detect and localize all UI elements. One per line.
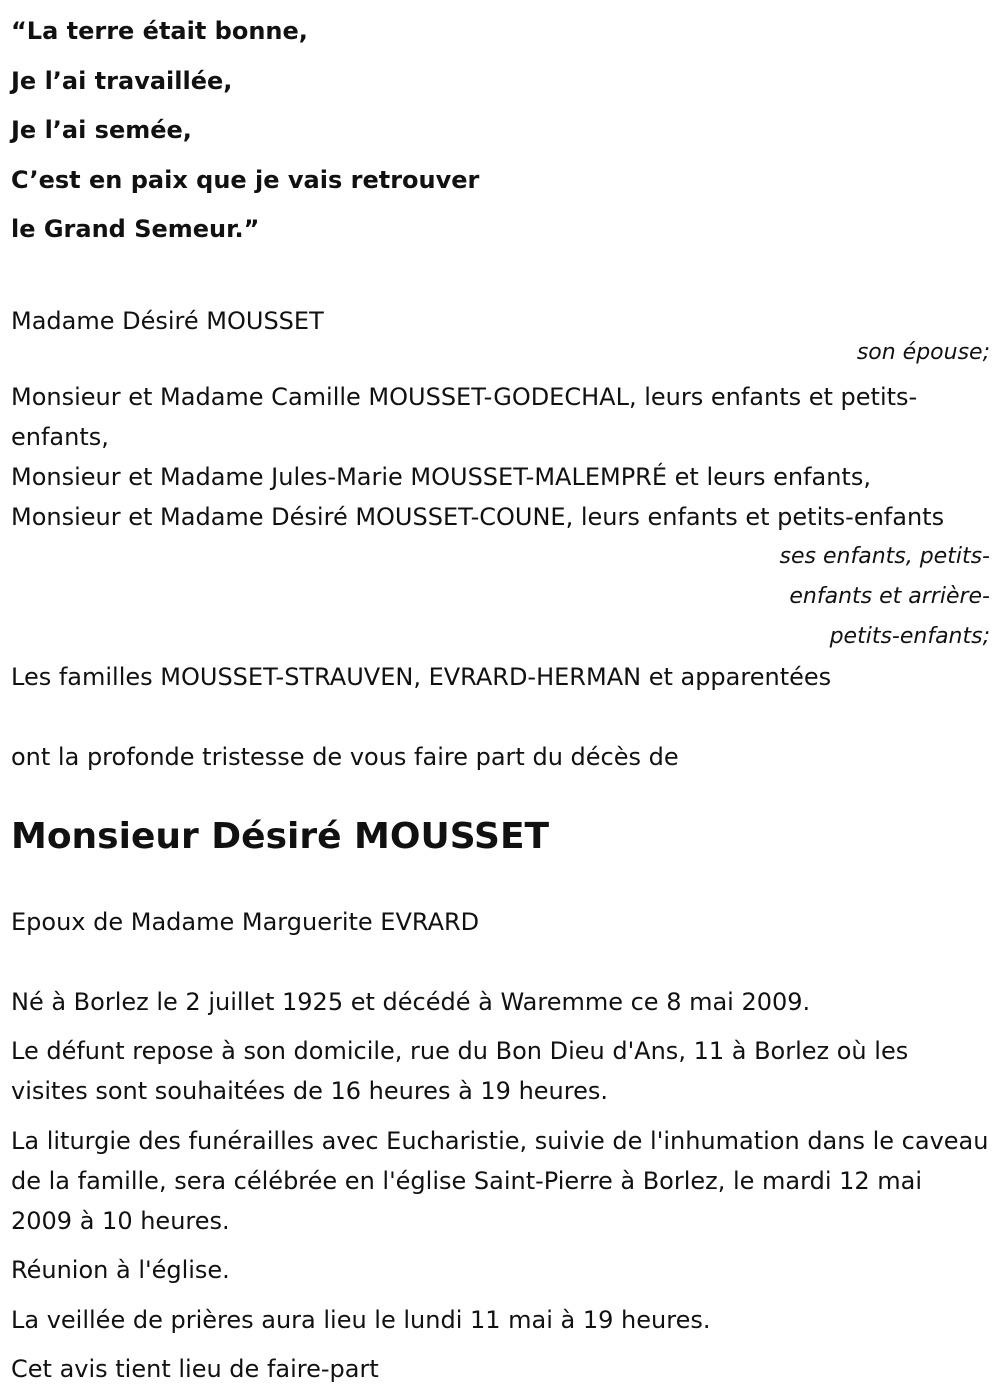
deceased-spouse-of: Epoux de Madame Marguerite EVRARD xyxy=(11,907,480,936)
child-family-3: Monsieur et Madame Désiré MOUSSET-COUNE, leurs enfants et petits-enfants xyxy=(11,502,945,531)
children-role: ses enfants, petits-enfants et arrière-petits-enfants; xyxy=(779,543,990,649)
poem-line: Je l’ai semée, xyxy=(11,116,192,144)
spouse-name: Madame Désiré MOUSSET xyxy=(11,306,324,335)
poem-line: le Grand Semeur.” xyxy=(11,215,260,243)
related-families: Les familles MOUSSET-STRAUVEN, EVRARD-HERMAN et apparentées xyxy=(11,662,832,691)
poem-line: C’est en paix que je vais retrouver xyxy=(11,165,480,194)
visitation-info: Le défunt repose à son domicile, rue du Bon Dieu d'Ans, 11 à Borlez où les visites sont souhaitées de 16 heures à 19 heures. xyxy=(11,1037,909,1105)
spouse-role: son épouse; xyxy=(856,339,990,365)
announcement-text: ont la profonde tristesse de vous faire part du décès de xyxy=(11,742,679,771)
deceased-name: Monsieur Désiré MOUSSET xyxy=(11,815,550,857)
poem-block xyxy=(11,0,990,255)
child-family-1: Monsieur et Madame Camille MOUSSET-GODECHAL, leurs enfants et petits-enfants, xyxy=(11,382,918,451)
poem-line: “La terre était bonne, xyxy=(11,17,308,45)
meeting-info: Réunion à l'église. xyxy=(11,1256,230,1284)
notice-info: Cet avis tient lieu de faire-part xyxy=(11,1355,379,1383)
birth-death-info: Né à Borlez le 2 juillet 1925 et décédé à Waremme ce 8 mai 2009. xyxy=(11,987,811,1016)
child-family-2: Monsieur et Madame Jules-Marie MOUSSET-MALEMPRÉ et leurs enfants, xyxy=(11,462,871,491)
vigil-info: La veillée de prières aura lieu le lundi 11 mai à 19 heures. xyxy=(11,1305,711,1334)
funeral-info: La liturgie des funérailles avec Eucharistie, suivie de l'inhumation dans le caveau de la famille, sera célébrée en l'église Saint-Pierre à Borlez, le mardi 12 mai 2009 à 10 heures. xyxy=(11,1126,989,1235)
poem-line: Je l’ai travaillée, xyxy=(11,66,233,95)
